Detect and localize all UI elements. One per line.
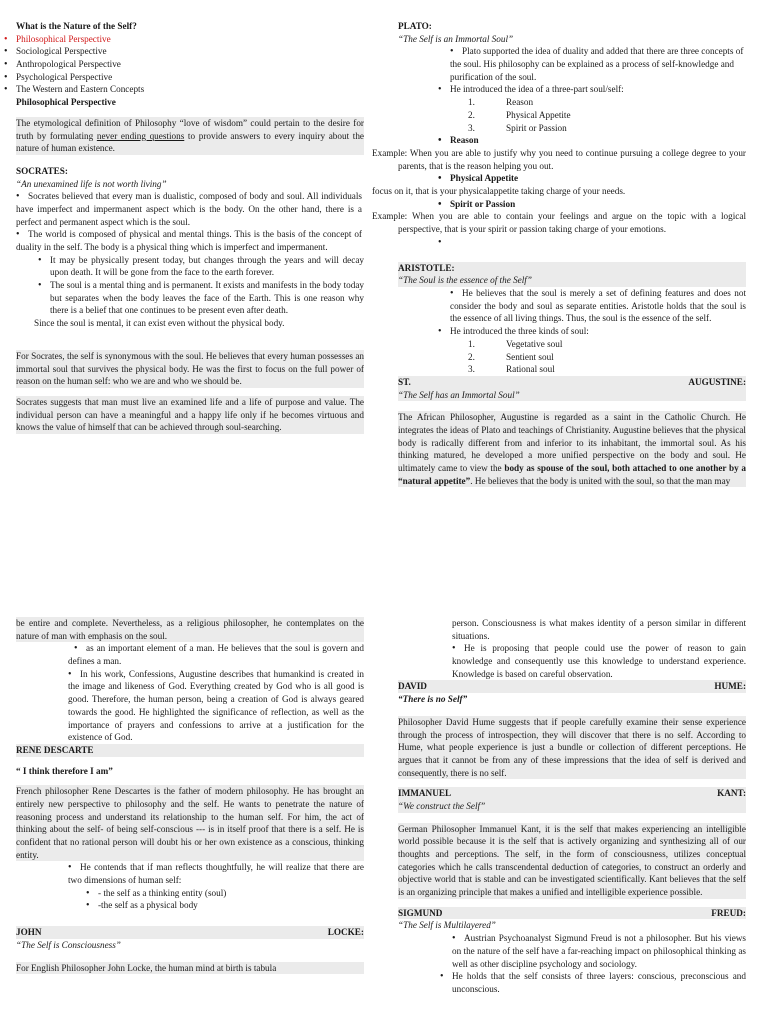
soul-kind-item: 2. Sentient soul	[468, 351, 554, 362]
locke-quote: “The Self is Consciousness”	[16, 939, 121, 950]
physical-appetite-label: • Physical Appetite	[450, 172, 746, 185]
freud-bullet: • Austrian Psychoanalyst Sigmund Freud is not a philosopher. But his views on the nature of the self have a far-reaching impact on philosophical thinking as well as other discipline psychology and sociology.	[452, 932, 746, 970]
perspectives-list	[16, 33, 364, 96]
spirit-label-list	[450, 198, 746, 211]
kant-paragraph: German Philosopher Immanuel Kant, it is the self that makes experiencing an intelligible world possible because it is the self that is actively organizing and synthesizing all of our thoughts and perceptions. The self, in the form of consciousness, utilizes conceptual categories which he calls transcendental deduction of categories, to construct an orderly and objective world that is stable and can be investigated scientifically. Kant believes that the self is an organizing principle that makes a unified and intelligible experience possible.	[398, 823, 746, 898]
locke-bullets	[452, 642, 746, 680]
plato-bullets	[450, 45, 746, 96]
reason-label-list	[450, 134, 746, 147]
hume-paragraph: Philosopher David Hume suggests that if people carefully examine their sense experience through the process of introspection, they will discover that there is no self. According to Hume, what people experience is just a bundle or collection of different perceptions. He argues that it cannot be from any of these impressions that the idea of self is derived and consequently, there is no self.	[398, 716, 746, 778]
hume-quote: “There is no Self”	[398, 694, 468, 705]
plato-part-item: 2. Physical Appetite	[468, 109, 571, 120]
socrates-bullets-a	[16, 190, 364, 253]
locke-continued: person. Consciousness is what makes identity of a person similar in different situations.	[452, 618, 746, 641]
dimension-item: • -the self as a physical body	[98, 899, 364, 912]
locke-bullet: • He is proposing that people could use the power of reason to gain knowledge and consequently use this knowledge to understand experience. Knowledge is based on careful observation.	[452, 642, 746, 680]
page1-left-column	[16, 0, 364, 594]
spirit-example: Example: When you are able to contain your feelings and argue on the topic with a logical perspective, that is your spirit or passion taking charge of your emotions.	[372, 211, 746, 234]
augustine-paragraph: The African Philosopher, Augustine is regarded as a saint in the Catholic Church. He integrates the ideas of Plato and teachings of Christianity. Augustine believes that the physical body is radically different from and inferior to its inhabitant, the immortal soul. As his thinking matured, he developed a more unified perspective on the body and soul. He ultimately came to view the body as spouse of the soul, both attached to one another by a “natural appetite”. He believes that the body is united with the soul, so that the man may	[398, 412, 746, 486]
socrates-quote: “An unexamined life is not worth living”	[16, 178, 167, 189]
socrates-bullet: • It may be physically present today, but changes through the years and will decay upon death. It will be gone from the face to the earth forever.	[50, 254, 364, 279]
empty-bullet-list	[450, 236, 746, 248]
perspective-item: • Psychological Perspective	[16, 71, 364, 84]
aristotle-bullet: • He introduced the three kinds of soul:	[450, 325, 746, 338]
philosophical-heading: Philosophical Perspective	[16, 97, 116, 108]
page-gap	[0, 594, 768, 608]
plato-part-item: 1. Reason	[468, 97, 534, 108]
perspective-item: • The Western and Eastern Concepts	[16, 83, 364, 96]
page2-right-column	[398, 608, 746, 1024]
soul-kinds-list	[468, 338, 746, 376]
freud-bullet: • He holds that the self consists of three layers: conscious, preconscious and unconscious.	[452, 970, 746, 995]
socrates-bullet: • The soul is a mental thing and is permanent. It exists and manifests in the body today but separates when the body leaves the face of the Earth. This is one reason why there is a belief that one continues to be present even after death.	[50, 279, 364, 317]
freud-heading: SIGMUND FREUD:	[398, 907, 746, 918]
aristotle-bullets	[450, 287, 746, 338]
plato-parts-list	[468, 96, 746, 134]
locke-heading: JOHN LOCKE:	[16, 927, 364, 938]
socrates-bullets-b	[50, 254, 364, 317]
socrates-since-text: Since the soul is mental, it can exist even without the physical body.	[34, 318, 285, 329]
descartes-quote: “ I think therefore I am”	[16, 765, 113, 776]
locke-paragraph: For English Philosopher John Locke, the human mind at birth is tabula	[16, 962, 364, 975]
hume-heading: DAVID HUME:	[398, 681, 746, 692]
socrates-paragraph-1: For Socrates, the self is synonymous with the soul. He believes that every human possesses an immortal soul that survives the physical body. He was the first to focus on the full power of reason on the human self: who we are and who we should be.	[16, 350, 364, 387]
appetite-example: focus on it, that is your physicalappetite taking charge of your needs.	[372, 185, 626, 196]
plato-bullet: • Plato supported the idea of duality and added that there are three concepts of the soul. His philosophy can be explained as a process of self-knowledge and purification of the soul.	[450, 45, 746, 83]
perspective-item: • Philosophical Perspective	[16, 33, 364, 46]
aristotle-heading: ARISTOTLE:	[398, 262, 746, 275]
kant-heading: IMMANUEL KANT:	[398, 788, 746, 799]
soul-kind-item: 3. Rational soul	[468, 364, 555, 375]
socrates-bullet: • The world is composed of physical and mental things. This is the basis of the concept of duality in the self. The body is a physical thing which is imperfect and impermanent.	[16, 228, 362, 253]
augustine-heading: ST. AUGUSTINE:	[398, 376, 746, 387]
socrates-bullet: • Socrates believed that every man is dualistic, composed of body and soul. All individuals have imperfect and impermanent aspect which is the body. On the other hand, there is a perfect and permanent aspect which is the soul.	[16, 190, 362, 228]
empty-bullet	[450, 236, 746, 248]
dimension-item: • - the self as a thinking entity (soul)	[98, 887, 364, 900]
plato-heading: PLATO:	[398, 21, 432, 31]
augustine-bullet: • as an important element of a man. He believes that the soul is govern and defines a man.	[68, 642, 364, 667]
reason-example: Example: When you are able to justify why you need to continue pursuing a college degree to your parents, that is the reason helping you out.	[372, 147, 746, 171]
augustine-bullets	[68, 642, 364, 744]
never-ending-questions-text: never ending questions	[96, 130, 185, 141]
socrates-heading: SOCRATES:	[16, 165, 68, 176]
plato-quote: “The Self is an Immortal Soul”	[398, 33, 514, 44]
freud-quote: “The Self is Multilayered”	[398, 920, 496, 931]
nature-title: What is the Nature of the Self?	[16, 21, 137, 31]
plato-part-item: 3. Spirit or Passion	[468, 122, 567, 133]
reason-label: • Reason	[450, 134, 746, 147]
freud-bullets	[452, 932, 746, 995]
page1-right-column	[372, 0, 746, 594]
appetite-label-list	[450, 172, 746, 185]
philosophy-paragraph: The etymological definition of Philosophy “love of wisdom” could pertain to the desire for truth by formulating never ending questions to provide answers to every inquiry about the nature of human existence.	[16, 117, 364, 154]
page2-left-column	[16, 608, 364, 1024]
augustine-bullet: • In his work, Confessions, Augustine describes that humankind is created in the image and likeness of God. Everything created by God who is all good is good. Therefore, the human person, being a creation of God is always geared towards the good. He highlighted the significance of reflection, as well as the importance of prayers and confessions to arrive at a justification for the existence of God.	[68, 668, 364, 744]
augustine-continued: be entire and complete. Nevertheless, as a religious philosopher, he contemplates on the nature of man with emphasis on the soul.	[16, 618, 364, 641]
aristotle-bullet: • He believes that the soul is merely a set of defining features and does not consider the body and soul as separate entities. Aristotle holds that the soul is the essence of all living things. Thus, the soul is the essence of the self.	[450, 287, 746, 325]
descartes-bullets	[68, 861, 364, 886]
descartes-bullet: • He contends that if man reflects thoughtfully, he will realize that there are two dimensions of human self:	[68, 861, 364, 886]
socrates-paragraph-2: Socrates suggests that man must live an examined life and a life of purpose and value. The individual person can have a meaningful and a happy life only if he becomes virtuous and knows the value of himself that can be achieved through soul-searching.	[16, 396, 364, 433]
augustine-quote: “The Self has an Immortal Soul”	[398, 389, 746, 402]
descartes-paragraph: French philosopher Rene Descartes is the father of modern philosophy. He has brought an entirely new perspective to philosophy and the self. He wants to penetrate the nature of reasoning process and understand its relationship to the human self. For him, the act of thinking about the self- of being self-conscious --- is in itself proof that there is a self. He is confident that no rational person will doubt his or her own existence as a conscious, thinking entity.	[16, 786, 364, 860]
spirit-label: • Spirit or Passion	[450, 198, 746, 211]
descartes-heading: RENE DESCARTE	[16, 744, 364, 757]
perspective-item: • Sociological Perspective	[16, 45, 364, 58]
soul-kind-item: 1. Vegetative soul	[468, 338, 563, 349]
plato-bullet: • He introduced the idea of a three-part soul/self:	[450, 83, 746, 96]
perspective-item: • Anthropological Perspective	[16, 58, 364, 71]
page-2	[0, 608, 768, 1024]
aristotle-quote: “The Soul is the essence of the Self”	[398, 274, 746, 287]
kant-quote: “We construct the Self”	[398, 800, 746, 813]
dimensions-list	[98, 887, 364, 912]
